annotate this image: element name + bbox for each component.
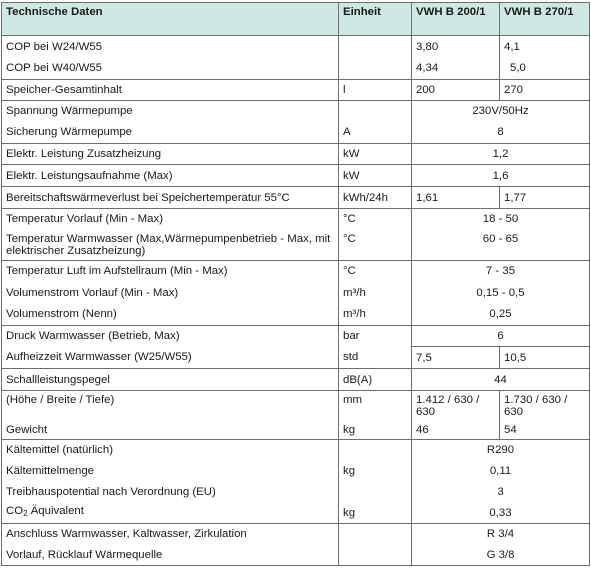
co2-label-subscript: 2 (23, 509, 28, 519)
row-value-270: 10,5 (500, 347, 590, 369)
row-value-200: 1,61 (412, 187, 500, 209)
row-unit (339, 524, 412, 545)
table-row (2, 347, 590, 369)
row-label: Volumenstrom (Nenn) (2, 304, 339, 326)
row-unit (339, 101, 412, 122)
row-unit: dB(A) (339, 369, 412, 391)
table-row (2, 261, 590, 282)
row-value-shared: 0,15 - 0,5 (412, 282, 590, 304)
row-value-200: 46 (412, 421, 500, 440)
table-row (2, 230, 590, 261)
row-unit (339, 482, 412, 503)
row-value-200: 200 (412, 80, 500, 101)
co2-label-main: CO (6, 505, 24, 518)
table-row (2, 58, 590, 80)
row-value-shared: 18 - 50 (412, 209, 590, 230)
row-label (2, 503, 339, 524)
row-unit: °C (339, 261, 412, 282)
table-row (2, 524, 590, 545)
row-value-shared: 7 - 35 (412, 261, 590, 282)
row-value-shared: 0,25 (412, 304, 590, 326)
row-unit: bar (339, 326, 412, 347)
table-row (2, 369, 590, 391)
table-row (2, 187, 590, 209)
co2-label-rest: Äquivalent (27, 505, 84, 518)
row-label: Druck Warmwasser (Betrieb, Max) (2, 326, 339, 347)
table-row (2, 101, 590, 122)
row-value-shared: 230V/50Hz (412, 101, 590, 122)
table-row (2, 304, 590, 326)
row-unit: °C (339, 209, 412, 230)
table-row (2, 282, 590, 304)
row-label: Aufheizzeit Warmwasser (W25/W55) (2, 347, 339, 369)
row-unit: kW (339, 165, 412, 187)
row-unit: mm (339, 391, 412, 421)
row-value-shared: 3 (412, 482, 590, 503)
row-value-200: 7,5 (412, 347, 500, 369)
row-unit: m³/h (339, 282, 412, 304)
row-unit: kWh/24h (339, 187, 412, 209)
header-model-200: VWH B 200/1 (412, 3, 500, 36)
row-label: Gewicht (2, 421, 339, 440)
row-label: Bereitschaftswärmeverlust bei Speichertemperatur 55°C (2, 187, 339, 209)
row-value-270: 54 (500, 421, 590, 440)
row-unit (339, 58, 412, 80)
row-unit: A (339, 122, 412, 144)
row-unit: kg (339, 421, 412, 440)
table-row (2, 461, 590, 482)
row-value-shared: 0,33 (412, 503, 590, 524)
row-label: Kältemittelmenge (2, 461, 339, 482)
row-value-shared: 60 - 65 (412, 230, 590, 261)
row-unit (339, 545, 412, 566)
row-label: Temperatur Vorlauf (Min - Max) (2, 209, 339, 230)
row-value-270: 4,1 (500, 36, 590, 58)
row-label: Elektr. Leistung Zusatzheizung (2, 144, 339, 165)
row-unit: kg (339, 503, 412, 524)
row-label: Temperatur Warmwasser (Max,Wärmepumpenbetrieb - Max, mit elektrischer Zusatzheizung) (2, 230, 339, 261)
row-value-shared: 0,11 (412, 461, 590, 482)
row-label: Speicher-Gesamtinhalt (2, 80, 339, 101)
row-unit (339, 440, 412, 461)
row-label: COP bei W24/W55 (2, 36, 339, 58)
table-row (2, 482, 590, 503)
header-technical-data: Technische Daten (2, 3, 339, 36)
row-label: Volumenstrom Vorlauf (Min - Max) (2, 282, 339, 304)
row-label: Spannung Wärmepumpe (2, 101, 339, 122)
row-label: Elektr. Leistungsaufnahme (Max) (2, 165, 339, 187)
row-value-shared: 6 (412, 326, 590, 347)
row-label: COP bei W40/W55 (2, 58, 339, 80)
table-row (2, 36, 590, 58)
row-value-200: 1.412 / 630 / 630 (412, 391, 500, 421)
header-unit: Einheit (339, 3, 412, 36)
table-row (2, 144, 590, 165)
row-value-200: 4,34 (412, 58, 500, 80)
row-label: Temperatur Luft im Aufstellraum (Min - Max) (2, 261, 339, 282)
row-unit: kg (339, 461, 412, 482)
table-row (2, 421, 590, 440)
row-label: Vorlauf, Rücklauf Wärmequelle (2, 545, 339, 566)
row-label: Sicherung Wärmepumpe (2, 122, 339, 144)
row-label: (Höhe / Breite / Tiefe) (2, 391, 339, 421)
row-value-shared: R290 (412, 440, 590, 461)
row-label: Kältemittel (natürlich) (2, 440, 339, 461)
table-row (2, 545, 590, 566)
row-unit: l (339, 80, 412, 101)
row-label: Anschluss Warmwasser, Kaltwasser, Zirkulation (2, 524, 339, 545)
table-row (2, 165, 590, 187)
row-unit: m³/h (339, 304, 412, 326)
row-unit: °C (339, 230, 412, 261)
row-label: Schallleistungspegel (2, 369, 339, 391)
row-value-270: 270 (500, 80, 590, 101)
table-row (2, 80, 590, 101)
row-value-shared: 1,6 (412, 165, 590, 187)
table-row (2, 503, 590, 524)
row-value-shared: 1,2 (412, 144, 590, 165)
row-value-270: 1.730 / 630 / 630 (500, 391, 590, 421)
row-label: Treibhauspotential nach Verordnung (EU) (2, 482, 339, 503)
row-value-200: 3,80 (412, 36, 500, 58)
table-row (2, 440, 590, 461)
row-value-shared: 44 (412, 369, 590, 391)
row-unit: std (339, 347, 412, 369)
technical-data-table (1, 2, 590, 566)
table-row (2, 122, 590, 144)
row-unit: kW (339, 144, 412, 165)
row-value-270: 1,77 (500, 187, 590, 209)
header-model-270: VWH B 270/1 (500, 3, 590, 36)
technical-data-table-container (1, 2, 589, 566)
row-value-shared: R 3/4 (412, 524, 590, 545)
table-row (2, 391, 590, 421)
row-unit (339, 36, 412, 58)
table-row (2, 326, 590, 347)
row-value-shared: 8 (412, 122, 590, 144)
header-row (2, 3, 590, 36)
table-row (2, 209, 590, 230)
row-value-270: 5,0 (500, 58, 590, 80)
row-value-shared: G 3/8 (412, 545, 590, 566)
